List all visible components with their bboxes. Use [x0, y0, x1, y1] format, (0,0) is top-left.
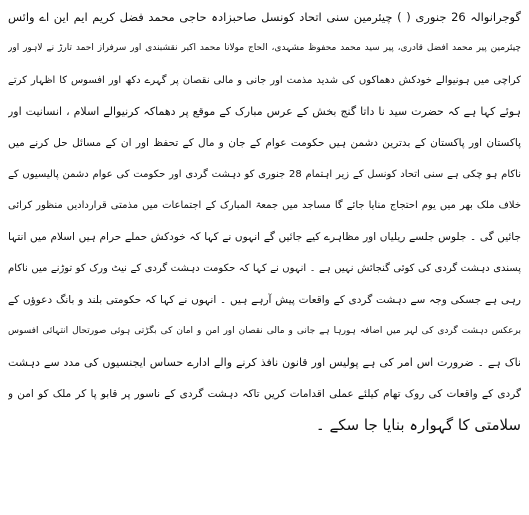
article-line: کراچی میں ہونیوالے خودکش دھماکوں کی شدید مذمت اور جانی و مالی نقصان پر گہرے دکھ اور افسوس کا اظہار کرتے	[8, 74, 521, 86]
article-line: پاکستان اور پاکستان کے بدترین دشمن ہیں حکومت عوام کے جان و مال کے تحفظ اور ان کے مسائل حل کرنے میں	[8, 136, 521, 149]
article-line: سلامتی کا گہوارہ بنایا جا سکے ۔	[315, 416, 521, 435]
article-line: پسندی دہشت گردی کی کوئی گنجائش نہیں ہے ۔ انہوں نے کہا کہ حکومت دہشت گردی کے نیٹ ورک کو توڑنے میں ناکام	[8, 263, 521, 275]
article-line: ہوئے کہا ہے کہ حضرت سید نا داتا گنج بخش کے عرس مبارک کے موقع پر دھماکہ کرنیوالے اسلام ، انسانیت اور	[8, 105, 521, 119]
article-line: برعکس دہشت گردی کی لہر میں اضافہ ہورہا ہے جانی و مالی نقصان اور امن و امان کی بگڑتی ہوئی صورتحال انتہائی افسوس	[8, 325, 521, 336]
article-line: خلاف ملک بھر میں یوم احتجاج منایا جائے گا مساجد میں جمعۃ المبارک کے اجتماعات میں مذمتی قراردادیں منظور کرائی	[8, 200, 521, 212]
article-line: جائیں گی ۔ جلوس جلسے ریلیاں اور مظاہرے کیے جائیں گے انہوں نے کہا کہ خودکش حملے حرام ہیں اسلام میں انتہا	[8, 230, 521, 243]
article-line: گردی کے واقعات کی روک تھام کیلئے عملی اقدامات کریں تاکہ دہشت گردی کے ناسور پر قابو پا کر ملک کو امن و	[8, 387, 521, 400]
article-line: ناکام ہو چکی ہے سنی اتحاد کونسل کے زیر اہتمام 28 جنوری کو دہشت گردی اور حکومت کی عوام دشمن پالیسیوں کے	[8, 168, 521, 180]
article-line: چیئرمین پیر محمد افضل قادری، پیر سید محمد محفوظ مشہدی، الحاج مولانا محمد اکبر نقشبندی اور سرفراز احمد تارڑ نے لاہور اور	[8, 43, 521, 54]
article-line: ناک ہے ۔ ضرورت اس امر کی ہے پولیس اور قانون نافذ کرنے والے ادارے حساس ایجنسیوں کی مدد سے دہشت	[8, 356, 521, 370]
article-line: رہی ہے جسکی وجہ سے دہشت گردی کے واقعات پیش آرہے ہیں ۔ انہوں نے کہا کہ حکومتی بلند و بانگ دعوؤں کے	[8, 293, 521, 306]
article-line: گوجرانوالہ 26 جنوری ( ) چیئرمین سنی اتحاد کونسل صاحبزادہ حاجی محمد فضل کریم ایم این اے وائس	[8, 10, 521, 24]
